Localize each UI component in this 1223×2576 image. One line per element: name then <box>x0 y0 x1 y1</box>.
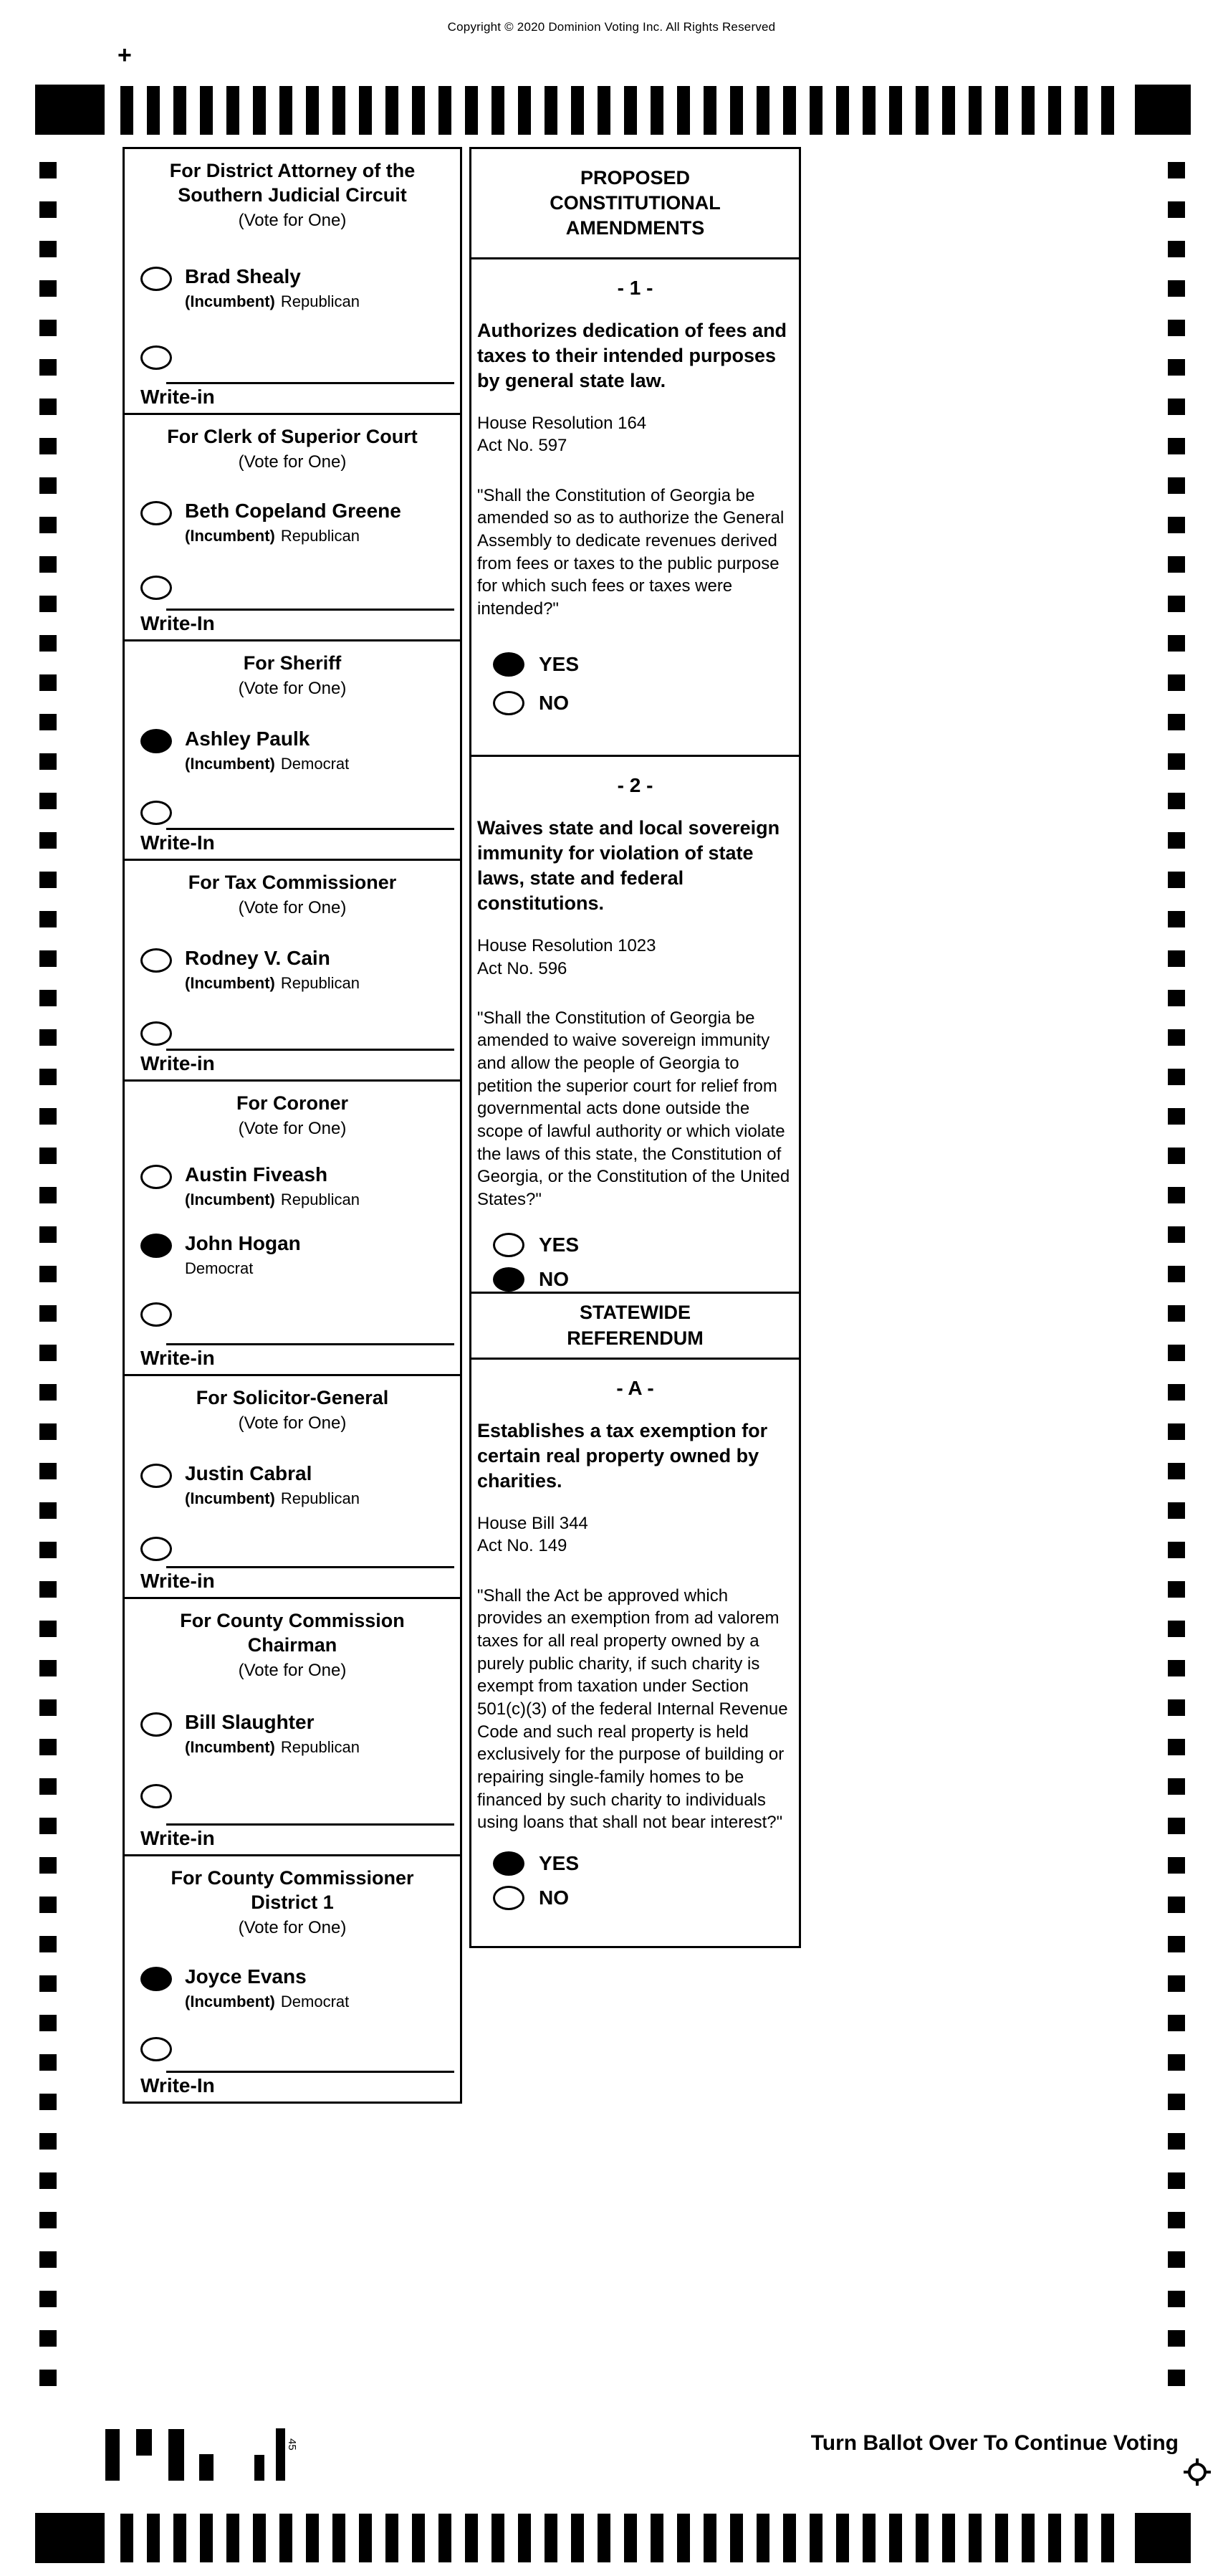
vote-oval[interactable] <box>493 1851 524 1876</box>
write-in-line <box>166 1823 454 1826</box>
measure-summary: Waives state and local sovereign immunity for violation of state laws, state and federal constitutions. <box>477 817 780 915</box>
copyright-notice: Copyright © 2020 Dominion Voting Inc. All Rights Reserved <box>447 20 776 34</box>
candidate-name: Rodney V. Cain <box>185 946 330 969</box>
contest-county-commissioner-district-1 <box>125 1866 460 2102</box>
incumbent-label: (Incumbent) <box>185 526 275 545</box>
vote-oval[interactable] <box>493 1886 524 1910</box>
incumbent-label: (Incumbent) <box>185 292 275 310</box>
measure-authority: House Bill 344 Act No. 149 <box>477 1514 588 1556</box>
yes-choice <box>493 1233 799 1257</box>
incumbent-label: (Incumbent) <box>185 1190 275 1208</box>
contest-district-attorney <box>125 159 460 415</box>
measure-number: - A - <box>616 1377 654 1399</box>
incumbent-label: (Incumbent) <box>185 754 275 773</box>
vote-for-instruction: (Vote for One) <box>238 210 347 230</box>
party-label: Democrat <box>280 754 350 773</box>
turn-ballot-over-instruction: Turn Ballot Over To Continue Voting <box>810 2431 1179 2455</box>
measure-number: - 1 - <box>617 277 653 299</box>
party-label: Republican <box>280 1737 360 1756</box>
candidate-name: Ashley Paulk <box>185 727 310 750</box>
write-in-oval[interactable] <box>140 801 172 825</box>
incumbent-label: (Incumbent) <box>185 1489 275 1507</box>
yes-choice <box>493 652 799 677</box>
yes-label: YES <box>539 1852 580 1875</box>
timing-marks-right <box>1168 162 1185 2386</box>
write-in-area[interactable] <box>140 1566 454 1593</box>
registration-plus-mark: + <box>117 42 132 69</box>
contest-title: For Tax Commissioner <box>188 872 397 893</box>
candidate-name: Beth Copeland Greene <box>185 499 401 522</box>
vote-for-instruction: (Vote for One) <box>238 1413 347 1433</box>
incumbent-label: (Incumbent) <box>185 1737 275 1756</box>
party-label: Republican <box>280 1489 360 1507</box>
candidate-party <box>185 755 349 773</box>
stub-barcode-bar <box>168 2429 184 2481</box>
vote-oval[interactable] <box>140 1967 172 1991</box>
party-label: Republican <box>280 973 360 992</box>
no-label: NO <box>539 1886 569 1909</box>
candidate-party <box>185 1993 349 2011</box>
stub-number: 45 <box>286 2438 298 2451</box>
candidate-party <box>185 974 360 993</box>
vote-oval[interactable] <box>140 1712 172 1737</box>
contest-solicitor-general <box>125 1386 460 1599</box>
stub-barcode-bar <box>276 2428 285 2481</box>
party-label: Republican <box>280 292 360 310</box>
amendment-2 <box>471 774 799 1292</box>
timing-mark-block <box>1135 2513 1191 2563</box>
incumbent-label: (Incumbent) <box>185 973 275 992</box>
contest-title: For Clerk of Superior Court <box>167 426 418 447</box>
write-in-oval[interactable] <box>140 2037 172 2061</box>
yes-label: YES <box>539 1233 580 1256</box>
timing-marks-left <box>39 162 57 2386</box>
write-in-oval[interactable] <box>140 1537 172 1561</box>
vote-oval[interactable] <box>140 1234 172 1258</box>
stub-barcode-bar <box>254 2455 264 2481</box>
candidate-name: Joyce Evans <box>185 1965 307 1988</box>
vote-oval[interactable] <box>493 691 524 715</box>
stub-barcode-bar <box>136 2429 152 2456</box>
vote-for-instruction: (Vote for One) <box>238 897 347 917</box>
write-in-label: Write-in <box>140 1347 215 1369</box>
timing-mark-block <box>1135 85 1191 135</box>
contest-coroner <box>125 1092 460 1376</box>
write-in-label: Write-in <box>140 1052 215 1074</box>
stub-barcode-bar <box>199 2454 214 2481</box>
write-in-oval[interactable] <box>140 345 172 370</box>
party-label: Republican <box>280 526 360 545</box>
vote-oval[interactable] <box>493 1267 524 1292</box>
no-label: NO <box>539 691 569 714</box>
candidate-name: Bill Slaughter <box>185 1710 315 1733</box>
write-in-oval[interactable] <box>140 1784 172 1808</box>
vote-oval[interactable] <box>140 1165 172 1189</box>
yes-label: YES <box>539 652 580 675</box>
contest-title: For District Attorney of the Southern Judicial Circuit <box>169 160 416 206</box>
candidate-name: Brad Shealy <box>185 264 301 287</box>
measure-number: - 2 - <box>617 774 653 796</box>
write-in-line <box>166 828 454 830</box>
candidate-party <box>185 292 360 311</box>
party-label: Republican <box>280 1190 360 1208</box>
write-in-label: Write-in <box>140 386 215 408</box>
measure-summary: Establishes a tax exemption for certain real property owned by charities. <box>477 1420 768 1492</box>
vote-for-instruction: (Vote for One) <box>238 678 347 698</box>
write-in-label: Write-In <box>140 612 215 634</box>
candidate-party <box>185 527 401 545</box>
measure-summary: Authorizes dedication of fees and taxes to their intended purposes by general state law. <box>477 320 787 392</box>
crosshair-registration-icon <box>1182 2457 1212 2487</box>
measure-question: "Shall the Constitution of Georgia be amended to waive sovereign immunity and allow the people of Georgia to petition the superior court for relief from governmental acts done outside the scope of lawful authority or which violate the laws of this state, the Constitution of Georgia, or the Constitution of the United States?" <box>477 1008 790 1210</box>
stub-barcode-bar <box>105 2429 120 2481</box>
candidate-party <box>185 1738 360 1757</box>
no-choice <box>493 1267 799 1292</box>
vote-oval[interactable] <box>140 1464 172 1488</box>
party-label: Democrat <box>280 1992 350 2010</box>
no-label: NO <box>539 1267 569 1290</box>
timing-mark-block <box>35 85 105 135</box>
contest-clerk-superior-court <box>125 425 460 641</box>
write-in-area[interactable] <box>140 609 454 635</box>
contest-sheriff <box>125 652 460 861</box>
measure-authority: House Resolution 164 Act No. 597 <box>477 414 647 456</box>
candidate-name: Justin Cabral <box>185 1461 312 1484</box>
candidate-party <box>185 1489 360 1508</box>
contest-title: For Solicitor-General <box>196 1387 389 1408</box>
vote-oval[interactable] <box>140 948 172 973</box>
write-in-area[interactable] <box>140 1049 454 1075</box>
amendment-1 <box>471 277 799 757</box>
write-in-label: Write-in <box>140 1827 215 1849</box>
vote-for-instruction: (Vote for One) <box>238 1118 347 1138</box>
contest-title: For County Commission Chairman <box>180 1610 405 1656</box>
vote-oval[interactable] <box>493 652 524 677</box>
write-in-line <box>166 1343 454 1345</box>
vote-for-instruction: (Vote for One) <box>238 1660 347 1680</box>
contest-tax-commissioner <box>125 871 460 1082</box>
write-in-line <box>166 382 454 384</box>
contest-column <box>123 147 462 2104</box>
candidate-party <box>185 1191 360 1209</box>
contest-title: For County Commissioner District 1 <box>171 1867 414 1913</box>
contest-county-commission-chairman <box>125 1609 460 1856</box>
candidate-name: Austin Fiveash <box>185 1163 328 1186</box>
referendum-header: STATEWIDE REFERENDUM <box>471 1292 799 1360</box>
write-in-area[interactable] <box>140 1823 454 1850</box>
contest-title: For Coroner <box>236 1092 348 1114</box>
referendum-a <box>471 1377 799 1946</box>
no-choice <box>493 691 799 715</box>
write-in-area[interactable] <box>140 1343 454 1370</box>
candidate-party <box>185 1259 301 1278</box>
contest-title: For Sheriff <box>243 652 342 674</box>
no-choice <box>493 1886 799 1910</box>
timing-marks-bottom <box>120 2514 1118 2562</box>
timing-mark-block <box>35 2513 105 2563</box>
vote-oval[interactable] <box>140 501 172 525</box>
write-in-area[interactable] <box>140 382 454 409</box>
write-in-line <box>166 609 454 611</box>
incumbent-label: (Incumbent) <box>185 1992 275 2010</box>
candidate-name: John Hogan <box>185 1231 301 1254</box>
amendments-header: PROPOSED CONSTITUTIONAL AMENDMENTS <box>471 149 799 259</box>
write-in-label: Write-in <box>140 1570 215 1592</box>
write-in-line <box>166 1566 454 1568</box>
write-in-label: Write-In <box>140 2074 215 2096</box>
write-in-oval[interactable] <box>140 1302 172 1327</box>
party-label: Democrat <box>185 1259 254 1278</box>
measure-question: "Shall the Constitution of Georgia be amended so as to authorize the General Assembly to dedicate revenues derived from fees or taxes to the public purpose for which such fees or taxes were intended?" <box>477 485 785 619</box>
measure-authority: House Resolution 1023 Act No. 596 <box>477 936 656 978</box>
write-in-area[interactable] <box>140 2071 454 2097</box>
write-in-oval[interactable] <box>140 576 172 600</box>
yes-choice <box>493 1851 799 1876</box>
vote-oval[interactable] <box>140 267 172 291</box>
write-in-oval[interactable] <box>140 1021 172 1046</box>
write-in-label: Write-In <box>140 831 215 854</box>
write-in-area[interactable] <box>140 828 454 854</box>
vote-for-instruction: (Vote for One) <box>238 452 347 472</box>
vote-oval[interactable] <box>493 1233 524 1257</box>
measure-question: "Shall the Act be approved which provides an exemption from ad valorem taxes for all real property owned by a purely public charity, if such charity is exempt from taxation under Section 501(c)(3) of the federal Internal Revenue Code and such real property is held exclusively for the purpose of building or repairing single-family homes to be financed by such charity to individuals using loans that shall not bear interest?" <box>477 1585 788 1833</box>
timing-marks-top <box>120 86 1118 135</box>
write-in-line <box>166 1049 454 1051</box>
measures-column <box>469 147 801 1948</box>
vote-oval[interactable] <box>140 729 172 753</box>
vote-for-instruction: (Vote for One) <box>238 1917 347 1937</box>
write-in-line <box>166 2071 454 2073</box>
